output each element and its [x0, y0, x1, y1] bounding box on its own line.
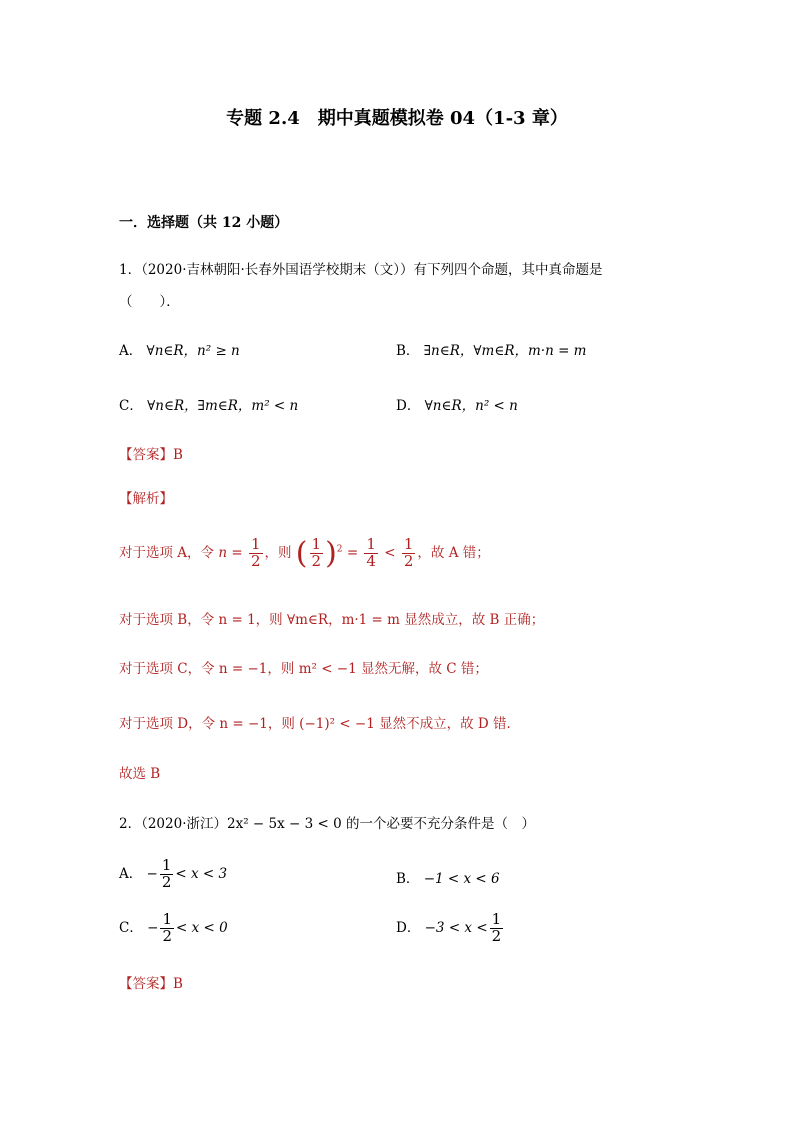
section-heading: 一．选择题（共 12 小题）: [119, 215, 289, 231]
q2-option-a: A． − $\frac{1}{2}$ < x < 3: [119, 856, 228, 891]
option-label: D．: [396, 919, 421, 936]
option-label: B．: [396, 343, 420, 359]
option-label: C．: [119, 398, 143, 414]
fraction-one-half: $\frac{1}{2}$: [250, 535, 261, 570]
option-math: ∀n∈R，n² ≥ n: [146, 343, 240, 359]
page-title: 专题 2.4 期中真题模拟卷 04（1-3 章）: [226, 108, 568, 129]
option-label: A．: [119, 865, 143, 882]
q1-solution-step-2: 对于选项 B，令 n = 1，则 ∀m∈R，m·1 = m 显然成立，故 B 正确；: [119, 612, 545, 628]
q1-option-c: [119, 394, 298, 414]
option-math: ∃n∈R，∀m∈R，m·n = m: [423, 343, 587, 359]
option-label: A．: [119, 343, 143, 359]
q1-stem-line1: 1．（2020·吉林朝阳·长春外国语学校期末（文））有下列四个命题，其中真命题是: [119, 262, 603, 278]
q1-option-d: [396, 394, 518, 414]
q2-stem: 2．（2020·浙江）2x² − 5x − 3 < 0 的一个必要不充分条件是（ ）: [119, 816, 535, 832]
q1-stem-line2: （ ）．: [119, 294, 180, 310]
step-text: ，故 A 错；: [417, 545, 490, 561]
q1-option-b: [396, 339, 586, 359]
q2-option-b: [396, 867, 500, 887]
step-text: 对于选项 A，令: [119, 545, 215, 561]
fraction-one-half: $\frac{1}{2}$: [162, 910, 172, 945]
option-math: ∀n∈R，n² < n: [424, 398, 518, 414]
option-math: −1 < x < 6: [423, 871, 500, 887]
q1-solution-step-1: 对于选项 A，令 n = $\frac{1}{2}$ ，则 ( $\frac{1}{2}$ )$^2$ = $\frac{1}{4}$ < $\frac{1}{2}$ ，故 A 错；: [119, 535, 490, 571]
fraction-one-half: $\frac{1}{2}$: [161, 856, 172, 891]
fraction-one-half: $\frac{1}{2}$: [491, 910, 502, 945]
option-math: ∀n∈R，∃m∈R，m² < n: [147, 398, 299, 414]
q1-solution-step-3: 对于选项 C，令 n = −1，则 m² < −1 显然无解，故 C 错；: [119, 661, 488, 677]
q1-conclusion: 故选 B: [119, 766, 161, 782]
q1-analysis-heading: 【解析】: [119, 491, 173, 507]
q1-option-a: [119, 339, 240, 359]
step-text: ，则: [264, 545, 292, 561]
fraction-one-half: $\frac{1}{2}$: [311, 535, 322, 570]
option-label: D．: [396, 398, 421, 414]
fraction-one-quarter: $\frac{1}{4}$: [366, 535, 376, 570]
option-label: B．: [396, 871, 420, 887]
step-math: n =: [218, 545, 243, 561]
option-label: C．: [119, 919, 143, 936]
q1-answer: 【答案】B: [119, 447, 183, 463]
q2-option-c: C． − $\frac{1}{2}$ < x < 0: [119, 910, 228, 945]
q2-option-d: D． −3 < x < $\frac{1}{2}$: [396, 910, 502, 945]
q1-solution-step-4: 对于选项 D，令 n = −1，则 (−1)² < −1 显然不成立，故 D 错.: [119, 716, 511, 732]
q2-answer: 【答案】B: [119, 976, 183, 992]
fraction-one-half: $\frac{1}{2}$: [403, 535, 414, 570]
